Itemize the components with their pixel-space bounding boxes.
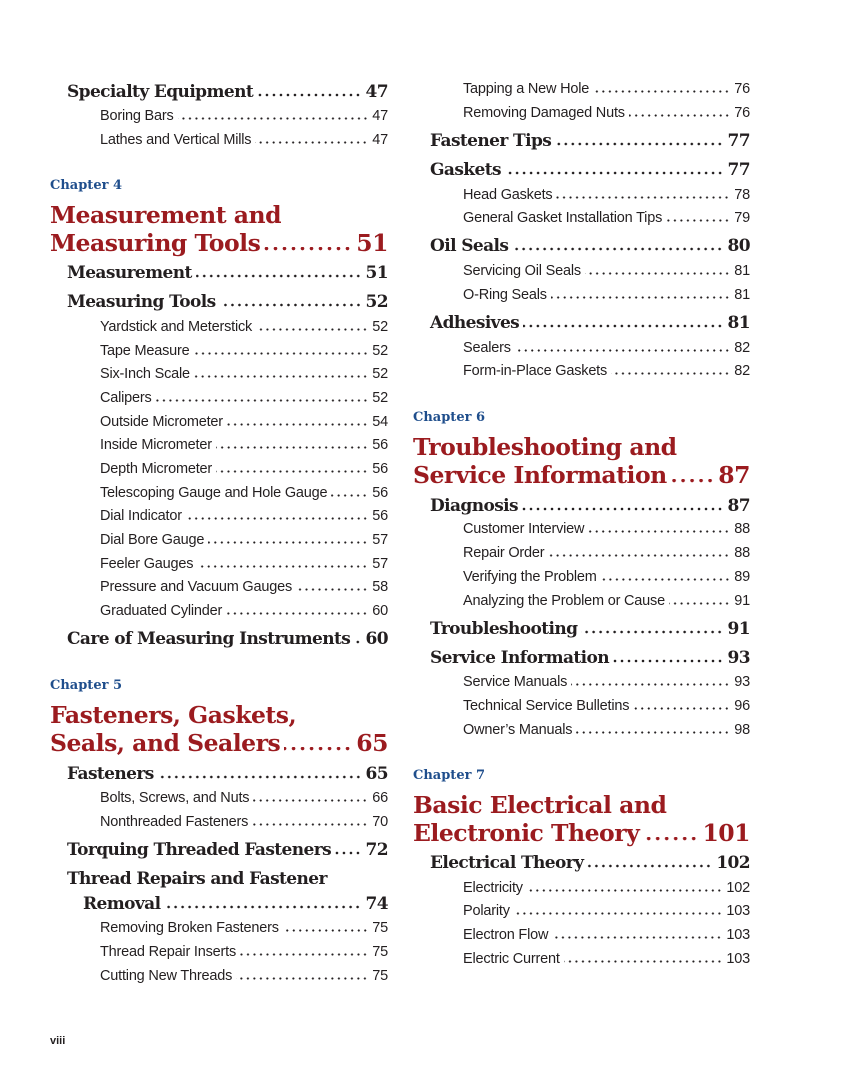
entry-title: Fasteners xyxy=(67,764,154,784)
toc-entry[interactable] xyxy=(413,460,750,490)
chapter-label xyxy=(413,767,485,785)
entry-title: Service Information xyxy=(413,461,667,489)
page-number: 80 xyxy=(727,236,750,256)
page-number: 88 xyxy=(734,521,750,537)
entry-title: Measuring Tools xyxy=(67,292,216,312)
dot-leader xyxy=(236,976,368,980)
page-number: 51 xyxy=(365,263,388,283)
entry-title: Dial Indicator xyxy=(100,508,182,524)
entry-title: Tape Measure xyxy=(100,343,190,359)
page-number: 75 xyxy=(372,968,388,984)
toc-entry[interactable] xyxy=(430,646,750,670)
page-number: 57 xyxy=(372,556,388,572)
page-number: 98 xyxy=(734,722,750,738)
entry-title: Repair Order xyxy=(463,545,545,561)
entry-title: Cutting New Threads xyxy=(100,968,233,984)
toc-entry[interactable] xyxy=(100,317,388,337)
toc-heading xyxy=(413,790,666,820)
page-number: 93 xyxy=(734,674,750,690)
page-number: 54 xyxy=(372,414,388,430)
page-number: 66 xyxy=(372,790,388,806)
entry-title: Seals, and Sealers xyxy=(50,729,281,757)
entry-title: Basic Electrical and xyxy=(413,791,667,819)
dot-leader xyxy=(158,775,362,779)
dot-leader xyxy=(196,274,362,278)
page-number: 91 xyxy=(734,593,750,609)
entry-title: Dial Bore Gauge xyxy=(100,532,205,548)
page-number: 52 xyxy=(372,343,388,359)
toc-entry[interactable] xyxy=(463,103,750,123)
entry-title: General Gasket Installation Tips xyxy=(463,210,663,226)
page-number: 93 xyxy=(727,648,750,668)
dot-leader xyxy=(671,479,715,483)
entry-title: Graduated Cylinder xyxy=(100,603,223,619)
toc-entry[interactable] xyxy=(100,577,388,597)
dot-leader xyxy=(164,905,361,909)
toc-entry[interactable] xyxy=(463,208,750,228)
entry-title: Calipers xyxy=(100,390,152,406)
toc-entry[interactable] xyxy=(100,554,388,574)
entry-title: Telescoping Gauge and Hole Gauge xyxy=(100,485,328,501)
dot-leader xyxy=(331,493,368,497)
toc-entry[interactable] xyxy=(100,506,388,526)
dot-leader xyxy=(555,142,723,146)
toc-entry[interactable] xyxy=(463,338,750,358)
dot-leader xyxy=(194,374,368,378)
toc-entry[interactable] xyxy=(67,627,388,651)
entry-title: Lathes and Vertical Mills xyxy=(100,132,252,148)
page-number: 56 xyxy=(372,461,388,477)
toc-entry[interactable] xyxy=(50,228,388,258)
page-number: 81 xyxy=(734,287,750,303)
dot-leader xyxy=(522,507,724,511)
entry-title: Nonthreaded Fasteners xyxy=(100,814,249,830)
dot-leader xyxy=(197,564,368,568)
entry-title: Bolts, Screws, and Nuts xyxy=(100,790,250,806)
dot-leader xyxy=(178,116,369,120)
page-number: 77 xyxy=(727,131,750,151)
dot-leader xyxy=(669,601,730,605)
toc-entry[interactable] xyxy=(463,185,750,205)
entry-title: Electric Current xyxy=(463,951,560,967)
entry-title: O-Ring Seals xyxy=(463,287,547,303)
toc-entry[interactable] xyxy=(100,130,388,150)
dot-leader xyxy=(512,247,723,251)
toc-entry[interactable] xyxy=(100,106,388,126)
toc-entry[interactable] xyxy=(100,483,388,503)
dot-leader xyxy=(551,295,730,299)
toc-entry[interactable] xyxy=(463,361,750,381)
page-number: 77 xyxy=(727,160,750,180)
toc-entry[interactable] xyxy=(100,918,388,938)
dot-leader xyxy=(564,959,723,963)
chapter-label xyxy=(50,677,122,695)
entry-title: Head Gaskets xyxy=(463,187,553,203)
toc-heading xyxy=(50,200,281,230)
dot-leader xyxy=(296,587,368,591)
toc-entry[interactable] xyxy=(463,567,750,587)
page-number: 103 xyxy=(726,903,750,919)
chapter-label xyxy=(50,177,122,195)
toc-entry[interactable] xyxy=(430,158,750,182)
dot-leader xyxy=(633,706,730,710)
page-number: 52 xyxy=(372,390,388,406)
toc-entry[interactable] xyxy=(463,949,750,969)
toc-heading xyxy=(67,867,327,891)
toc-entry[interactable] xyxy=(463,925,750,945)
page-number: 102 xyxy=(716,853,750,873)
entry-title: Pressure and Vacuum Gauges xyxy=(100,579,293,595)
entry-title: Feeler Gauges xyxy=(100,556,194,572)
page-number: 70 xyxy=(372,814,388,830)
dot-leader xyxy=(216,469,368,473)
entry-title: Thread Repairs and Fastener xyxy=(67,869,327,889)
dot-leader xyxy=(264,247,352,251)
toc-entry[interactable] xyxy=(100,812,388,832)
page-number: 79 xyxy=(734,210,750,226)
toc-entry[interactable] xyxy=(413,818,750,848)
dot-leader xyxy=(581,630,723,634)
entry-title: Technical Service Bulletins xyxy=(463,698,630,714)
entry-title: Thread Repair Inserts xyxy=(100,944,237,960)
toc-entry[interactable] xyxy=(463,878,750,898)
page-number: 103 xyxy=(726,951,750,967)
toc-entry[interactable] xyxy=(430,311,750,335)
dot-leader xyxy=(629,113,730,117)
toc-entry[interactable] xyxy=(100,435,388,455)
dot-leader xyxy=(156,398,369,402)
toc-entry[interactable] xyxy=(67,838,388,862)
entry-title: Depth Micrometer xyxy=(100,461,213,477)
page-number: 60 xyxy=(365,629,388,649)
toc-entry[interactable] xyxy=(100,530,388,550)
toc-entry[interactable] xyxy=(100,942,388,962)
entry-title: Diagnosis xyxy=(430,496,519,516)
dot-leader xyxy=(666,218,730,222)
entry-title: Removal xyxy=(83,894,161,914)
page-number: 60 xyxy=(372,603,388,619)
dot-leader xyxy=(227,422,368,426)
page-number: 82 xyxy=(734,340,750,356)
entry-title: Servicing Oil Seals xyxy=(463,263,581,279)
dot-leader xyxy=(255,140,368,144)
dot-leader xyxy=(527,888,723,892)
entry-title: Service Information xyxy=(430,648,610,668)
page-number: 103 xyxy=(726,927,750,943)
entry-title: Removing Broken Fasteners xyxy=(100,920,279,936)
page-number: viii xyxy=(50,1035,66,1047)
entry-title: Oil Seals xyxy=(430,236,509,256)
entry-title: Six-Inch Scale xyxy=(100,366,190,382)
dot-leader xyxy=(588,529,730,533)
dot-leader xyxy=(354,640,361,644)
entry-title: Analyzing the Problem or Cause xyxy=(463,593,665,609)
entry-title: Troubleshooting and xyxy=(413,433,677,461)
toc-entry[interactable] xyxy=(463,543,750,563)
page-number: 102 xyxy=(726,880,750,896)
toc-entry[interactable] xyxy=(100,459,388,479)
dot-leader xyxy=(585,271,730,275)
page-number: 58 xyxy=(372,579,388,595)
page-number: 52 xyxy=(365,292,388,312)
dot-leader xyxy=(571,682,730,686)
page-number: 47 xyxy=(372,108,388,124)
toc-entry[interactable] xyxy=(430,129,750,153)
page-number: 56 xyxy=(372,508,388,524)
page-number: 101 xyxy=(702,819,750,847)
toc-heading xyxy=(50,700,296,730)
page-number: 96 xyxy=(734,698,750,714)
entry-title: Yardstick and Meterstick xyxy=(100,319,253,335)
entry-title: Electrical Theory xyxy=(430,853,584,873)
entry-title: Boring Bars xyxy=(100,108,174,124)
page-number: 75 xyxy=(372,944,388,960)
dot-leader xyxy=(284,747,352,751)
dot-leader xyxy=(515,348,731,352)
entry-title: Fastener Tips xyxy=(430,131,552,151)
toc-entry[interactable] xyxy=(83,892,388,916)
toc-entry[interactable] xyxy=(463,519,750,539)
toc-entry[interactable] xyxy=(463,285,750,305)
toc-entry[interactable] xyxy=(430,851,750,875)
entry-title: Specialty Equipment xyxy=(67,82,254,102)
toc-entry[interactable] xyxy=(430,234,750,258)
page-number: 47 xyxy=(372,132,388,148)
page-number: 72 xyxy=(365,840,388,860)
entry-title: Measurement and xyxy=(50,201,282,229)
dot-leader xyxy=(587,864,712,868)
chapter-label xyxy=(413,409,485,427)
page-number: 81 xyxy=(727,313,750,333)
entry-title: Care of Measuring Instruments xyxy=(67,629,351,649)
toc-entry[interactable] xyxy=(463,901,750,921)
entry-title: Verifying the Problem xyxy=(463,569,597,585)
dot-leader xyxy=(186,516,368,520)
dot-leader xyxy=(216,445,368,449)
entry-title: Torquing Threaded Fasteners xyxy=(67,840,332,860)
toc-heading xyxy=(413,432,677,462)
entry-title: Owner’s Manuals xyxy=(463,722,573,738)
dot-leader xyxy=(576,730,730,734)
page-number: 52 xyxy=(372,366,388,382)
dot-leader xyxy=(208,540,368,544)
page-number: 82 xyxy=(734,363,750,379)
dot-leader xyxy=(335,851,361,855)
toc-entry[interactable] xyxy=(67,80,388,104)
page-number: 76 xyxy=(734,105,750,121)
toc-entry[interactable] xyxy=(100,341,388,361)
toc-entry[interactable] xyxy=(100,364,388,384)
dot-leader xyxy=(523,324,723,328)
entry-title: Adhesives xyxy=(430,313,520,333)
entry-title: Chapter 5 xyxy=(50,678,123,693)
entry-title: Polarity xyxy=(463,903,510,919)
toc-entry[interactable] xyxy=(463,720,750,740)
entry-title: Chapter 4 xyxy=(50,178,123,193)
dot-leader xyxy=(611,371,730,375)
page-number: 74 xyxy=(365,894,388,914)
entry-title: Customer Interview xyxy=(463,521,585,537)
page-number: 75 xyxy=(372,920,388,936)
toc-entry[interactable] xyxy=(100,412,388,432)
page-number: 87 xyxy=(727,496,750,516)
page-number: 78 xyxy=(734,187,750,203)
entry-title: Electronic Theory xyxy=(413,819,640,847)
dot-leader xyxy=(505,171,724,175)
dot-leader xyxy=(556,195,730,199)
entry-title: Gaskets xyxy=(430,160,501,180)
page-number: 87 xyxy=(718,461,750,489)
entry-title: Measuring Tools xyxy=(50,229,261,257)
toc-entry[interactable] xyxy=(67,762,388,786)
toc-entry[interactable] xyxy=(100,788,388,808)
page-number: 65 xyxy=(365,764,388,784)
entry-title: Electron Flow xyxy=(463,927,549,943)
entry-title: Inside Micrometer xyxy=(100,437,212,453)
dot-leader xyxy=(240,952,368,956)
dot-leader xyxy=(253,798,368,802)
entry-title: Chapter 7 xyxy=(413,768,486,783)
toc-entry[interactable] xyxy=(67,261,388,285)
page-number: 47 xyxy=(365,82,388,102)
entry-title: Outside Micrometer xyxy=(100,414,223,430)
toc-entry[interactable] xyxy=(67,290,388,314)
toc-entry[interactable] xyxy=(463,591,750,611)
dot-leader xyxy=(552,935,722,939)
entry-title: Sealers xyxy=(463,340,511,356)
entry-title: Service Manuals xyxy=(463,674,568,690)
toc-entry[interactable] xyxy=(430,617,750,641)
dot-leader xyxy=(257,93,361,97)
dot-leader xyxy=(643,837,698,841)
page-number: 91 xyxy=(727,619,750,639)
dot-leader xyxy=(283,928,369,932)
page-number: 56 xyxy=(372,437,388,453)
dot-leader xyxy=(256,327,368,331)
page-number: 52 xyxy=(372,319,388,335)
toc-entry[interactable] xyxy=(463,672,750,692)
toc-entry[interactable] xyxy=(463,79,750,99)
page-number: 89 xyxy=(734,569,750,585)
page-number: 51 xyxy=(356,229,388,257)
entry-title: Measurement xyxy=(67,263,192,283)
dot-leader xyxy=(220,303,362,307)
entry-title: Form-in-Place Gaskets xyxy=(463,363,608,379)
page-number: 57 xyxy=(372,532,388,548)
page-number: 65 xyxy=(356,729,388,757)
dot-leader xyxy=(613,659,724,663)
page-number: 81 xyxy=(734,263,750,279)
entry-title: Fasteners, Gaskets, xyxy=(50,701,297,729)
toc-entry[interactable] xyxy=(430,494,750,518)
dot-leader xyxy=(226,611,368,615)
dot-leader xyxy=(593,89,730,93)
entry-title: Removing Damaged Nuts xyxy=(463,105,625,121)
toc-entry[interactable] xyxy=(463,261,750,281)
toc-entry[interactable] xyxy=(100,388,388,408)
toc-entry[interactable] xyxy=(100,966,388,986)
toc-entry[interactable] xyxy=(50,728,388,758)
dot-leader xyxy=(194,351,369,355)
toc-entry[interactable] xyxy=(463,696,750,716)
dot-leader xyxy=(252,822,368,826)
toc-entry[interactable] xyxy=(100,601,388,621)
entry-title: Chapter 6 xyxy=(413,410,486,425)
entry-title: Tapping a New Hole xyxy=(463,81,590,97)
dot-leader xyxy=(548,553,730,557)
entry-title: Troubleshooting xyxy=(430,619,578,639)
entry-title: Electricity xyxy=(463,880,523,896)
dot-leader xyxy=(601,577,731,581)
page-number: 88 xyxy=(734,545,750,561)
page-number: 76 xyxy=(734,81,750,97)
dot-leader xyxy=(514,911,723,915)
page-number: 56 xyxy=(372,485,388,501)
